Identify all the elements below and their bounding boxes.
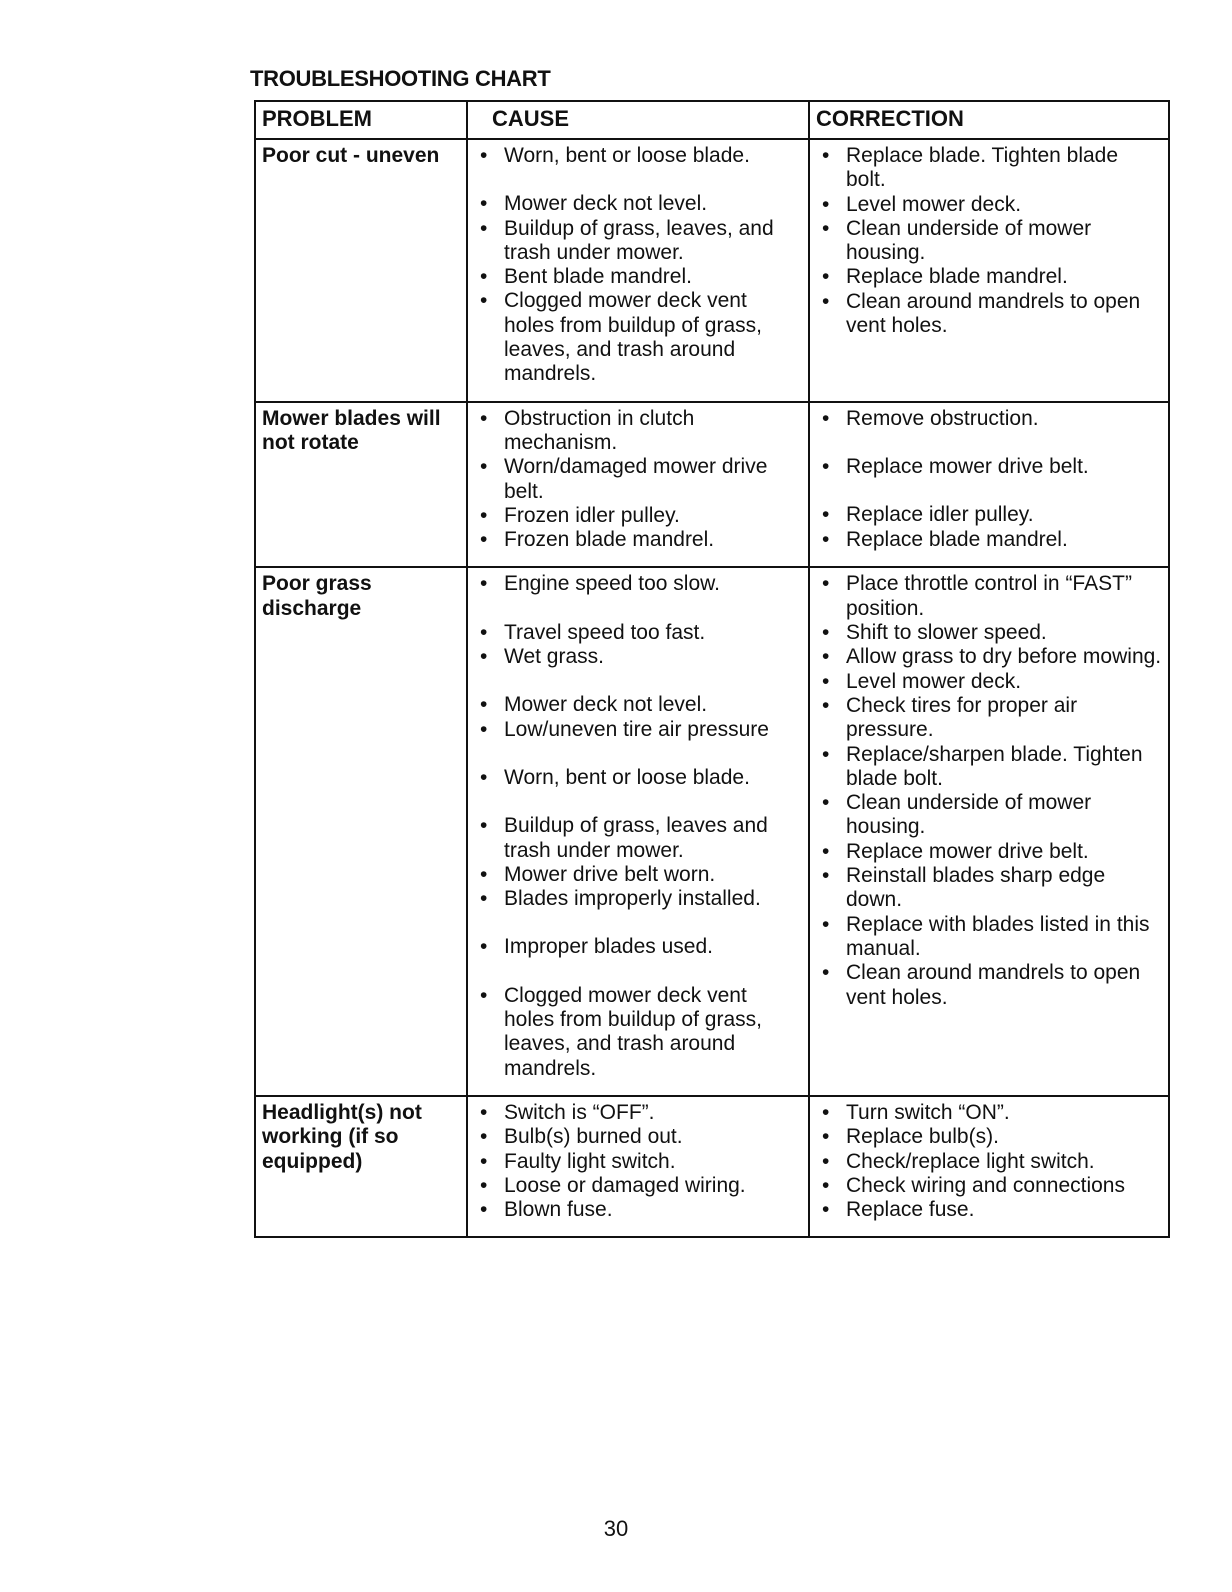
table-row — [254, 1097, 1170, 1238]
correction-item: • Clean underside of mower housing. — [816, 791, 1162, 840]
correction-cell — [808, 1097, 1170, 1236]
cause-item: • Mower deck not level. — [474, 693, 802, 717]
cause-item: • Improper blades used. — [474, 935, 802, 959]
cause-item: • Bulb(s) burned out. — [474, 1125, 802, 1149]
problem-cell: Poor grass discharge — [254, 568, 466, 1094]
cause-item: • Engine speed too slow. — [474, 572, 802, 596]
correction-item: • Level mower deck. — [816, 670, 1162, 694]
correction-item: • Place throttle control in “FAST” position. — [816, 572, 1162, 621]
cause-item: • Bent blade mandrel. — [474, 265, 802, 289]
correction-item: • Replace idler pulley. — [816, 503, 1162, 527]
correction-item: • Replace fuse. — [816, 1198, 1162, 1222]
correction-item: • Clean around mandrels to open vent holes. — [816, 290, 1162, 339]
cause-item: • Mower deck not level. — [474, 192, 802, 216]
troubleshooting-table — [254, 100, 1170, 1238]
correction-item: • Replace blade mandrel. — [816, 265, 1162, 289]
header-cause: CAUSE — [466, 102, 808, 138]
correction-item: • Replace blade mandrel. — [816, 528, 1162, 552]
cause-item: • Blown fuse. — [474, 1198, 802, 1222]
cause-item: • Travel speed too fast. — [474, 621, 802, 645]
cause-cell — [466, 403, 808, 567]
cause-item: • Frozen idler pulley. — [474, 504, 802, 528]
table-row — [254, 140, 1170, 403]
correction-item: • Replace bulb(s). — [816, 1125, 1162, 1149]
cause-item: • Faulty light switch. — [474, 1150, 802, 1174]
problem-cell: Mower blades will not rotate — [254, 403, 466, 567]
problem-cell: Headlight(s) not working (if so equipped) — [254, 1097, 466, 1236]
cause-cell — [466, 568, 808, 1094]
cause-item: • Obstruction in clutch mechanism. — [474, 407, 802, 456]
header-problem: PROBLEM — [254, 102, 466, 138]
cause-item: • Worn, bent or loose blade. — [474, 766, 802, 790]
table-row — [254, 403, 1170, 569]
cause-item: • Switch is “OFF”. — [474, 1101, 802, 1125]
correction-cell — [808, 140, 1170, 401]
cause-item: • Mower drive belt worn. — [474, 863, 802, 887]
correction-item: • Check tires for proper air pressure. — [816, 694, 1162, 743]
correction-cell — [808, 403, 1170, 567]
problem-cell: Poor cut - uneven — [254, 140, 466, 401]
correction-item: • Replace blade. Tighten blade bolt. — [816, 144, 1162, 193]
correction-item: • Replace mower drive belt. — [816, 455, 1162, 479]
correction-item: • Check wiring and connections — [816, 1174, 1162, 1198]
cause-item: • Clogged mower deck vent holes from buildup of grass, leaves, and trash around mandrels. — [474, 289, 802, 386]
correction-item: • Replace/sharpen blade. Tighten blade bolt. — [816, 743, 1162, 792]
cause-item: • Low/uneven tire air pressure — [474, 718, 802, 742]
cause-item: • Frozen blade mandrel. — [474, 528, 802, 552]
cause-item: • Wet grass. — [474, 645, 802, 669]
correction-item: • Replace mower drive belt. — [816, 840, 1162, 864]
correction-item: • Clean around mandrels to open vent holes. — [816, 961, 1162, 1010]
correction-item: • Allow grass to dry before mowing. — [816, 645, 1162, 669]
cause-item: • Worn/damaged mower drive belt. — [474, 455, 802, 504]
header-correction: CORRECTION — [808, 102, 1170, 138]
correction-item: • Level mower deck. — [816, 193, 1162, 217]
cause-item: • Loose or damaged wiring. — [474, 1174, 802, 1198]
cause-item: • Blades improperly installed. — [474, 887, 802, 911]
correction-cell — [808, 568, 1170, 1094]
cause-item: • Clogged mower deck vent holes from buildup of grass, leaves, and trash around mandrels. — [474, 984, 802, 1081]
cause-item: • Worn, bent or loose blade. — [474, 144, 802, 168]
table-row — [254, 568, 1170, 1096]
page-number: 30 — [603, 1516, 629, 1541]
correction-item: • Shift to slower speed. — [816, 621, 1162, 645]
cause-cell — [466, 1097, 808, 1236]
correction-item: • Reinstall blades sharp edge down. — [816, 864, 1162, 913]
correction-item: • Turn switch “ON”. — [816, 1101, 1162, 1125]
cause-item: • Buildup of grass, leaves and trash under mower. — [474, 814, 802, 863]
chart-title: TROUBLESHOOTING CHART — [250, 66, 551, 91]
correction-item: • Remove obstruction. — [816, 407, 1162, 431]
table-header — [254, 100, 1170, 140]
cause-cell — [466, 140, 808, 401]
correction-item: • Check/replace light switch. — [816, 1150, 1162, 1174]
cause-item: • Buildup of grass, leaves, and trash under mower. — [474, 217, 802, 266]
correction-item: • Clean underside of mower housing. — [816, 217, 1162, 266]
correction-item: • Replace with blades listed in this manual. — [816, 913, 1162, 962]
